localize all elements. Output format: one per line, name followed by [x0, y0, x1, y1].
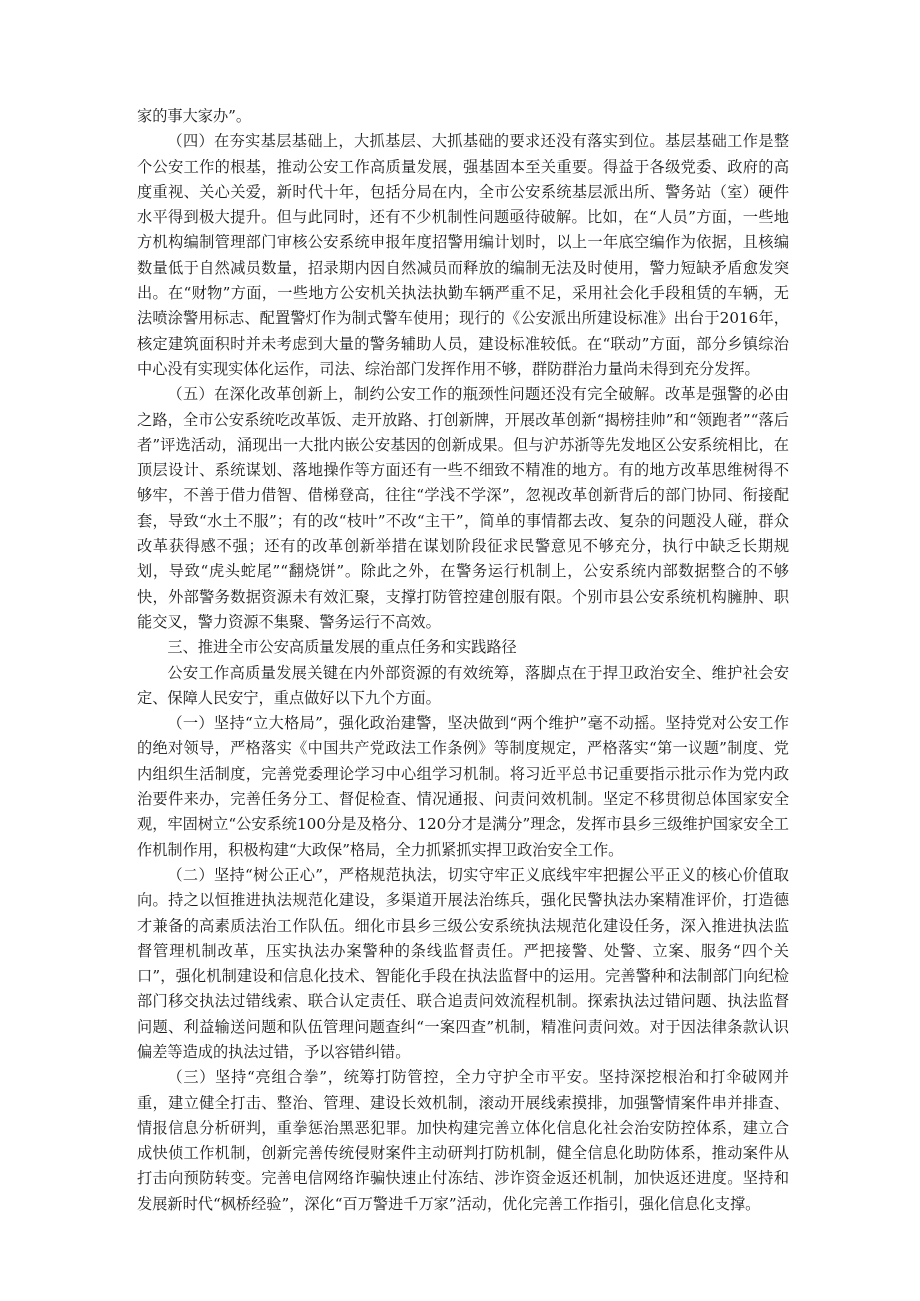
paragraph-item-1: （一）坚持“立大格局”，强化政治建警，坚决做到“两个维护”毫不动摇。坚持党对公安工作的绝对领导，严格落实《中国共产党政法工作条例》等制度规定，严格落实“第一议题”制度、党内组织生活制度，完善党委理论学习中心组学习机制。将习近平总书记重要指示批示作为党内政治要件来办，完善任务分工、督促检查、情况通报、问责问效机制。坚定不移贯彻总体国家安全观，牢固树立“公安系统100分是及格分、120分才是满分”理念，发挥市县乡三级维护国家安全工作机制作用，积极构建“大政保”格局，全力抓紧抓实捍卫政治安全工作。 — [137, 714, 789, 859]
paragraph-section-4: （四）在夯实基层基础上，大抓基层、大抓基础的要求还没有落实到位。基层基础工作是整个公安工作的根基，推动公安工作高质量发展，强基固本至关重要。得益于各级党委、政府的高度重视、关心关爱，新时代十年，包括分局在内，全市公安系统基层派出所、警务站（室）硬件水平得到极大提升。但与此同时，还有不少机制性问题亟待破解。比如，在“人员”方面，一些地方机构编制管理部门审核公安系统申报年度招警用编计划时，以上一年底空编作为依据，且核编数量低于自然减员数量，招录期内因自然减员而释放的编制无法及时使用，警力短缺矛盾愈发突出。在“财物”方面，一些地方公安机关执法执勤车辆严重不足，采用社会化手段租赁的车辆，无法喷涂警用标志、配置警灯作为制式警车使用；现行的《公安派出所建设标准》出台于2016年，核定建筑面积时并未考虑到大量的警务辅助人员，建设标准较低。在“联动”方面，部分乡镇综治中心没有实现实体化运作，司法、综治部门发挥作用不够，群防群治力量尚未得到充分发挥。 — [137, 132, 789, 378]
section-heading-3: 三、推进全市公安高质量发展的重点任务和实践路径 — [167, 638, 517, 657]
paragraph-intro: 公安工作高质量发展关键在内外部资源的有效统筹，落脚点在于捍卫政治安全、维护社会安定、保障人民安宁，重点做好以下九个方面。 — [137, 663, 789, 707]
paragraph-continuation: 家的事大家办”。 — [137, 107, 252, 125]
document-page — [137, 104, 789, 1217]
paragraph-item-3: （三）坚持“亮组合拳”，统筹打防管控，全力守护全市平安。坚持深挖根治和打伞破网并重，建立健全打击、整治、管理、建设长效机制，滚动开展线索摸排，加强警情案件串并排查、情报信息分析研判，重拳惩治黑恶犯罪。加快构建完善立体化信息化社会治安防控体系，建立合成快侦工作机制，创新完善传统侵财案件主动研判打防机制，健全信息化助防体系，推动案件从打击向预防转变。完善电信网络诈骗快速止付冻结、涉诈资金返还机制，加快返还进度。坚持和发展新时代“枫桥经验”，深化“百万警进千万家”活动，优化完善工作指引，强化信息化支撑。 — [137, 1068, 789, 1213]
paragraph-section-5: （五）在深化改革创新上，制约公安工作的瓶颈性问题还没有完全破解。改革是强警的必由之路，全市公安系统吃改革饭、走开放路、打创新牌，开展改革创新“揭榜挂帅”和“领跑者”“落后者”评选活动，涌现出一大批内嵌公安基因的创新成果。但与沪苏浙等先发地区公安系统相比，在顶层设计、系统谋划、落地操作等方面还有一些不细致不精准的地方。有的地方改革思维树得不够牢，不善于借力借智、借梯登高，往往“学浅不学深”，忽视改革创新背后的部门协同、衔接配套，导致“水土不服”；有的改“枝叶”不改“主干”，简单的事情都去改、复杂的问题没人碰，群众改革获得感不强；还有的改革创新举措在谋划阶段征求民警意见不够充分，执行中缺乏长期规划，导致“虎头蛇尾”“翻烧饼”。除此之外，在警务运行机制上，公安系统内部数据整合的不够快，外部警务数据资源未有效汇聚，支撑打防管控建创服有限。个别市县公安系统机构臃肿、职能交叉，警力资源不集聚、警务运行不高效。 — [137, 385, 789, 631]
paragraph-item-2: （二）坚持“树公正心”，严格规范执法，切实守牢正义底线牢牢把握公平正义的核心价值取向。持之以恒推进执法规范化建设，多渠道开展法治练兵，强化民警执法办案精准评价，打造德才兼备的高素质法治工作队伍。细化市县乡三级公安系统执法规范化建设任务，深入推进执法监督管理机制改革，压实执法办案警种的条线监督责任。严把接警、处警、立案、服务“四个关口”，强化机制建设和信息化技术、智能化手段在执法监督中的运用。完善警种和法制部门向纪检部门移交执法过错线索、联合认定责任、联合追责问效流程机制。探索执法过错问题、执法监督问题、利益输送问题和队伍管理问题查纠“一案四查”机制，精准问责问效。对于因法律条款认识偏差等造成的执法过错，予以容错纠错。 — [137, 865, 789, 1061]
